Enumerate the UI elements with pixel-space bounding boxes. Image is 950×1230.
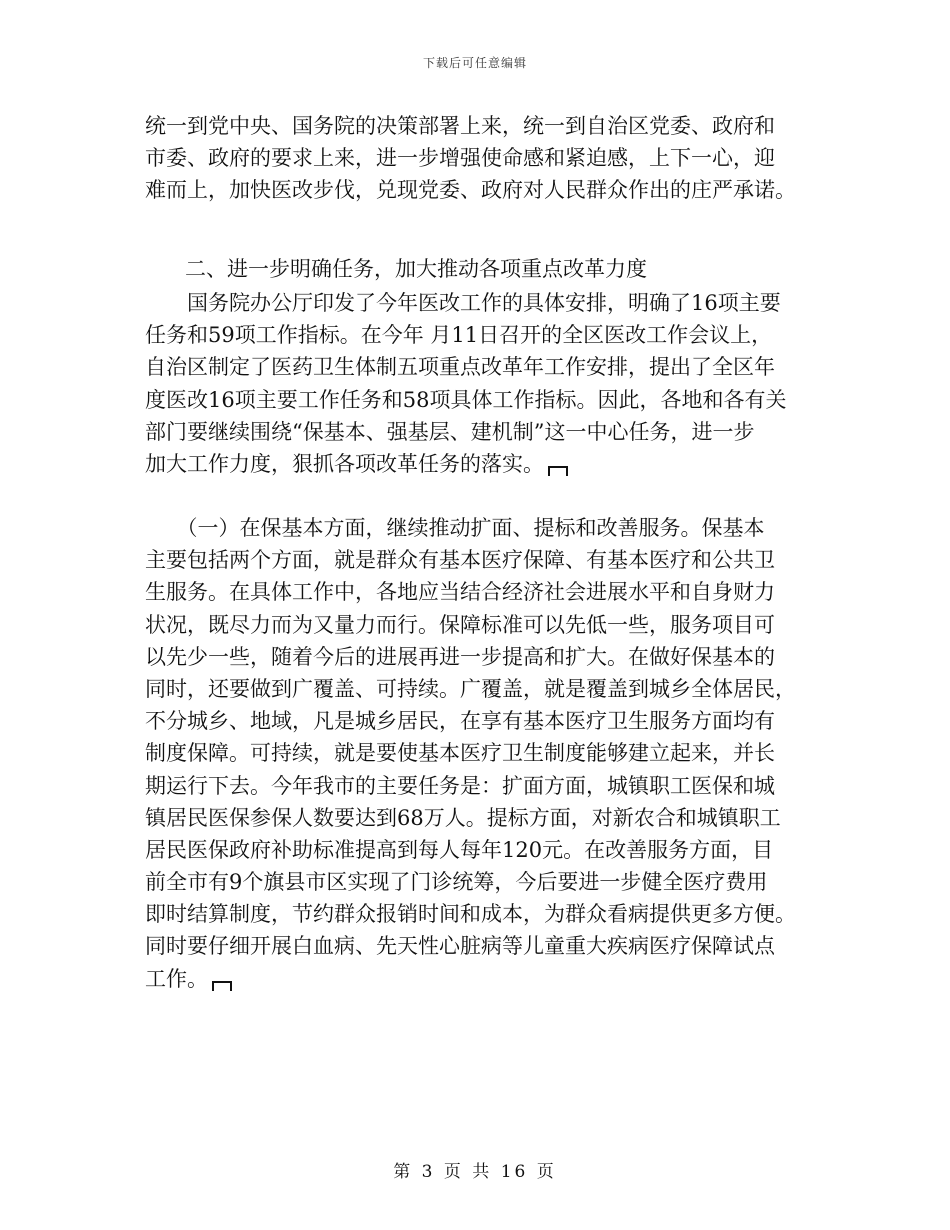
paragraph-mark-icon [548, 466, 568, 476]
text-line: 自治区制定了医药卫生体制五项重点改革年工作安排，提出了全区年 [145, 355, 775, 380]
text-line: 前全市有9个旗县市区实现了门诊统筹，今后要进一步健全医疗费用 [145, 870, 768, 895]
text-line: 主要包括两个方面，就是群众有基本医疗保障、有基本医疗和公共卫 [145, 548, 775, 573]
text-line: 国务院办公厅印发了今年医改工作的具体安排，明确了16项主要 [145, 291, 781, 315]
text-line: 镇居民医保参保人数要达到68万人。提标方面，对新农合和城镇职工 [145, 805, 781, 830]
section-heading: 二、进一步明确任务，加大推动各项重点改革力度 [185, 257, 647, 281]
text-line: 加大工作力度，狠抓各项改革任务的落实。 [145, 451, 544, 476]
text-line: 制度保障。可持续，就是要使基本医疗卫生制度能够建立起来，并长 [145, 741, 775, 766]
text-line: 不分城乡、地域，凡是城乡居民，在享有基本医疗卫生服务方面均有 [145, 709, 775, 734]
text-line: （一）在保基本方面，继续推动扩面、提标和改善服务。保基本 [145, 516, 765, 540]
text-line: 即时结算制度，节约群众报销时间和成本，为群众看病提供更多方便。 [145, 902, 796, 927]
paragraph-mark-icon [212, 981, 232, 991]
text-line: 同时，还要做到广覆盖、可持续。广覆盖，就是覆盖到城乡全体居民， [145, 676, 796, 701]
text-line: 市委、政府的要求上来，进一步增强使命感和紧迫感，上下一心，迎 [145, 146, 775, 171]
text-line: 部门要继续围绕“保基本、强基层、建机制”这一中心任务，进一步 [145, 419, 755, 444]
page-footer: 第 3 页 共 16 页 [393, 1162, 557, 1182]
text-line: 生服务。在具体工作中，各地应当结合经济社会进展水平和自身财力 [145, 580, 775, 605]
text-line-last [145, 963, 810, 995]
text-line: 任务和59项工作指标。在今年 月11日召开的全区医改工作会议上， [145, 323, 773, 348]
text-line: 期运行下去。今年我市的主要任务是：扩面方面，城镇职工医保和城 [145, 773, 775, 798]
text-line: 同时要仔细开展白血病、先天性心脏病等儿童重大疾病医疗保障试点 [145, 934, 775, 959]
paragraph-1 [145, 110, 810, 207]
text-line: 工作。 [145, 966, 208, 991]
page-header: 下载后可任意编辑 [422, 56, 527, 70]
paragraph-2 [145, 287, 810, 480]
text-line: 难而上，加快医改步伐，兑现党委、政府对人民群众作出的庄严承诺。 [145, 178, 796, 203]
text-line-last [145, 448, 810, 480]
text-line: 以先少一些，随着今后的进展再进一步提高和扩大。在做好保基本的 [145, 644, 775, 669]
text-line: 居民医保政府补助标准提高到每人每年120元。在改善服务方面，目 [145, 837, 774, 862]
text-line: 度医改16项主要工作任务和58项具体工作指标。因此，各地和各有关 [145, 387, 787, 412]
text-line: 统一到党中央、国务院的决策部署上来，统一到自治区党委、政府和 [145, 114, 775, 138]
text-line: 状况，既尽力而为又量力而行。保障标准可以先低一些，服务项目可 [145, 612, 775, 637]
paragraph-3 [145, 512, 810, 995]
